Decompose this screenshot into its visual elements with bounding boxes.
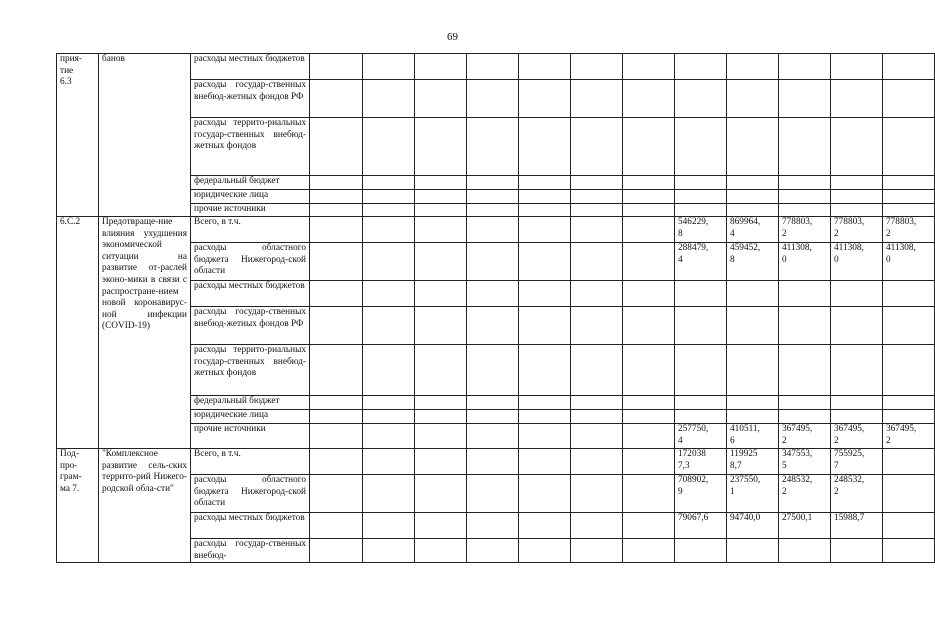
- value-cell: 237550, 1: [727, 475, 779, 513]
- page-number: 69: [447, 31, 458, 43]
- value-cell: 755925, 7: [831, 449, 883, 475]
- value-cell: [779, 281, 831, 307]
- value-cell: [727, 307, 779, 345]
- value-cell: [415, 424, 467, 449]
- funding-source-cell: расходы местных бюджетов: [191, 281, 310, 307]
- value-cell: [310, 217, 363, 243]
- item-code-cell: прия- тие 6.3: [57, 54, 99, 217]
- value-cell: [727, 176, 779, 190]
- value-cell: 708902, 9: [675, 475, 727, 513]
- value-cell: [310, 243, 363, 281]
- value-cell: [571, 345, 623, 396]
- value-cell: [467, 449, 519, 475]
- value-cell: [519, 307, 571, 345]
- value-cell: [623, 424, 675, 449]
- value-cell: [310, 118, 363, 176]
- value-cell: [415, 281, 467, 307]
- value-cell: [571, 410, 623, 424]
- funding-source-cell: юридические лица: [191, 410, 310, 424]
- value-cell: [415, 307, 467, 345]
- value-cell: [727, 539, 779, 563]
- value-cell: [883, 176, 935, 190]
- value-cell: [571, 396, 623, 410]
- value-cell: [779, 539, 831, 563]
- funding-source-cell: Всего, в т.ч.: [191, 449, 310, 475]
- value-cell: [363, 345, 415, 396]
- budget-table: [56, 53, 935, 563]
- value-cell: [310, 80, 363, 118]
- value-cell: [779, 118, 831, 176]
- value-cell: [727, 204, 779, 217]
- value-cell: 79067,6: [675, 513, 727, 539]
- value-cell: [415, 243, 467, 281]
- value-cell: 367495, 2: [831, 424, 883, 449]
- value-cell: [831, 396, 883, 410]
- value-cell: [363, 475, 415, 513]
- value-cell: [831, 539, 883, 563]
- item-name-cell: Предотвраще-ние влияния ухудшения экономической ситуации на развитие от-раслей эконо-мики в связи с распростране-нием новой коронавирус-ной инфекции (COVID-19): [99, 217, 191, 449]
- value-cell: [467, 80, 519, 118]
- value-cell: [467, 190, 519, 204]
- funding-source-cell: Всего, в т.ч.: [191, 217, 310, 243]
- value-cell: [467, 345, 519, 396]
- value-cell: [519, 539, 571, 563]
- value-cell: 248532, 2: [831, 475, 883, 513]
- value-cell: [467, 54, 519, 80]
- value-cell: [363, 176, 415, 190]
- value-cell: [571, 281, 623, 307]
- value-cell: [571, 176, 623, 190]
- value-cell: [779, 54, 831, 80]
- value-cell: [779, 345, 831, 396]
- value-cell: [571, 513, 623, 539]
- value-cell: [415, 54, 467, 80]
- value-cell: [519, 190, 571, 204]
- value-cell: [467, 281, 519, 307]
- value-cell: [363, 281, 415, 307]
- value-cell: [571, 307, 623, 345]
- value-cell: [883, 54, 935, 80]
- funding-source-cell: расходы террито-риальных государ-ственных внебюд-жетных фондов: [191, 345, 310, 396]
- value-cell: [883, 513, 935, 539]
- value-cell: [310, 475, 363, 513]
- value-cell: [675, 118, 727, 176]
- value-cell: [415, 410, 467, 424]
- funding-source-cell: расходы государ-ственных внебюд-: [191, 539, 310, 563]
- value-cell: [310, 307, 363, 345]
- value-cell: 367495, 2: [883, 424, 935, 449]
- value-cell: [415, 449, 467, 475]
- value-cell: [310, 396, 363, 410]
- value-cell: [883, 118, 935, 176]
- value-cell: 411308, 0: [779, 243, 831, 281]
- value-cell: [883, 307, 935, 345]
- value-cell: [467, 539, 519, 563]
- value-cell: [779, 80, 831, 118]
- value-cell: [467, 475, 519, 513]
- value-cell: [571, 475, 623, 513]
- value-cell: 257750, 4: [675, 424, 727, 449]
- value-cell: [363, 54, 415, 80]
- value-cell: [310, 345, 363, 396]
- value-cell: [467, 217, 519, 243]
- value-cell: [883, 204, 935, 217]
- value-cell: [310, 513, 363, 539]
- value-cell: 411308, 0: [831, 243, 883, 281]
- value-cell: 248532, 2: [779, 475, 831, 513]
- funding-source-cell: расходы областного бюджета Нижегород-ской области: [191, 243, 310, 281]
- value-cell: [310, 54, 363, 80]
- item-name-cell: банов: [99, 54, 191, 217]
- value-cell: 15988,7: [831, 513, 883, 539]
- value-cell: [831, 345, 883, 396]
- value-cell: [623, 475, 675, 513]
- value-cell: 459452, 8: [727, 243, 779, 281]
- value-cell: [571, 204, 623, 217]
- value-cell: [363, 190, 415, 204]
- value-cell: [519, 176, 571, 190]
- value-cell: [467, 396, 519, 410]
- value-cell: [467, 204, 519, 217]
- value-cell: [363, 539, 415, 563]
- value-cell: [883, 281, 935, 307]
- funding-source-cell: расходы местных бюджетов: [191, 54, 310, 80]
- value-cell: [519, 204, 571, 217]
- value-cell: [363, 424, 415, 449]
- value-cell: [623, 190, 675, 204]
- value-cell: 411308, 0: [883, 243, 935, 281]
- value-cell: [779, 190, 831, 204]
- value-cell: [363, 217, 415, 243]
- value-cell: [675, 204, 727, 217]
- value-cell: [727, 190, 779, 204]
- value-cell: [310, 449, 363, 475]
- value-cell: [623, 217, 675, 243]
- value-cell: [467, 410, 519, 424]
- value-cell: [415, 396, 467, 410]
- value-cell: [363, 243, 415, 281]
- value-cell: 410511, 6: [727, 424, 779, 449]
- value-cell: [831, 190, 883, 204]
- value-cell: [675, 410, 727, 424]
- value-cell: [623, 281, 675, 307]
- value-cell: [415, 513, 467, 539]
- value-cell: [623, 410, 675, 424]
- value-cell: [467, 424, 519, 449]
- value-cell: [883, 396, 935, 410]
- value-cell: [571, 217, 623, 243]
- value-cell: [623, 345, 675, 396]
- value-cell: [571, 80, 623, 118]
- value-cell: 778803, 2: [831, 217, 883, 243]
- funding-source-cell: федеральный бюджет: [191, 176, 310, 190]
- value-cell: [571, 449, 623, 475]
- value-cell: [727, 410, 779, 424]
- value-cell: [675, 281, 727, 307]
- value-cell: 778803, 2: [779, 217, 831, 243]
- value-cell: [831, 281, 883, 307]
- value-cell: 546229, 8: [675, 217, 727, 243]
- value-cell: [415, 217, 467, 243]
- value-cell: [467, 513, 519, 539]
- value-cell: [883, 539, 935, 563]
- value-cell: [883, 80, 935, 118]
- value-cell: [831, 176, 883, 190]
- value-cell: [310, 410, 363, 424]
- value-cell: [675, 176, 727, 190]
- value-cell: [467, 176, 519, 190]
- value-cell: [363, 204, 415, 217]
- value-cell: [415, 176, 467, 190]
- value-cell: [363, 118, 415, 176]
- value-cell: [519, 345, 571, 396]
- value-cell: [571, 424, 623, 449]
- value-cell: [310, 190, 363, 204]
- funding-source-cell: прочие источники: [191, 424, 310, 449]
- item-code-cell: 6.С.2: [57, 217, 99, 449]
- value-cell: [519, 449, 571, 475]
- table-row: [57, 449, 935, 475]
- funding-source-cell: расходы государ-ственных внебюд-жетных фондов РФ: [191, 307, 310, 345]
- value-cell: [727, 345, 779, 396]
- value-cell: [519, 118, 571, 176]
- funding-source-cell: федеральный бюджет: [191, 396, 310, 410]
- value-cell: [415, 80, 467, 118]
- value-cell: [310, 539, 363, 563]
- value-cell: [519, 80, 571, 118]
- value-cell: [623, 176, 675, 190]
- value-cell: [623, 307, 675, 345]
- value-cell: [363, 410, 415, 424]
- value-cell: [883, 475, 935, 513]
- value-cell: [310, 176, 363, 190]
- value-cell: [363, 396, 415, 410]
- value-cell: [883, 410, 935, 424]
- value-cell: [727, 281, 779, 307]
- value-cell: [519, 475, 571, 513]
- value-cell: [623, 396, 675, 410]
- value-cell: [415, 118, 467, 176]
- value-cell: [467, 243, 519, 281]
- value-cell: [519, 396, 571, 410]
- value-cell: [310, 424, 363, 449]
- value-cell: [623, 513, 675, 539]
- value-cell: [571, 54, 623, 80]
- value-cell: 288479, 4: [675, 243, 727, 281]
- value-cell: 119925 8,7: [727, 449, 779, 475]
- funding-source-cell: прочие источники: [191, 204, 310, 217]
- value-cell: [415, 204, 467, 217]
- value-cell: [831, 118, 883, 176]
- value-cell: [675, 539, 727, 563]
- value-cell: [675, 396, 727, 410]
- value-cell: [675, 54, 727, 80]
- value-cell: [727, 80, 779, 118]
- value-cell: [779, 204, 831, 217]
- value-cell: [415, 345, 467, 396]
- value-cell: 27500,1: [779, 513, 831, 539]
- value-cell: [519, 243, 571, 281]
- value-cell: [675, 345, 727, 396]
- value-cell: [623, 539, 675, 563]
- value-cell: 778803, 2: [883, 217, 935, 243]
- value-cell: [675, 190, 727, 204]
- value-cell: [675, 80, 727, 118]
- value-cell: [831, 410, 883, 424]
- value-cell: [623, 118, 675, 176]
- value-cell: [623, 204, 675, 217]
- value-cell: [310, 281, 363, 307]
- funding-source-cell: расходы местных бюджетов: [191, 513, 310, 539]
- value-cell: [883, 190, 935, 204]
- value-cell: [727, 118, 779, 176]
- value-cell: [727, 396, 779, 410]
- value-cell: [415, 190, 467, 204]
- value-cell: [883, 449, 935, 475]
- value-cell: [519, 54, 571, 80]
- value-cell: [623, 449, 675, 475]
- value-cell: [675, 307, 727, 345]
- value-cell: [467, 307, 519, 345]
- value-cell: [779, 176, 831, 190]
- value-cell: [623, 243, 675, 281]
- funding-source-cell: расходы государ-ственных внебюд-жетных фондов РФ: [191, 80, 310, 118]
- value-cell: 172038 7,3: [675, 449, 727, 475]
- value-cell: [467, 118, 519, 176]
- funding-source-cell: расходы террито-риальных государ-ственных внебюд-жетных фондов: [191, 118, 310, 176]
- value-cell: [727, 54, 779, 80]
- value-cell: [363, 513, 415, 539]
- value-cell: [571, 190, 623, 204]
- value-cell: [519, 424, 571, 449]
- table-row: [57, 217, 935, 243]
- value-cell: 367495, 2: [779, 424, 831, 449]
- value-cell: [571, 118, 623, 176]
- funding-source-cell: юридические лица: [191, 190, 310, 204]
- item-code-cell: Под- про- грам- ма 7.: [57, 449, 99, 563]
- value-cell: 94740,0: [727, 513, 779, 539]
- value-cell: [571, 539, 623, 563]
- value-cell: [519, 410, 571, 424]
- value-cell: [519, 513, 571, 539]
- value-cell: [415, 539, 467, 563]
- funding-source-cell: расходы областного бюджета Нижегород-ской области: [191, 475, 310, 513]
- value-cell: [363, 80, 415, 118]
- value-cell: [779, 396, 831, 410]
- value-cell: [571, 243, 623, 281]
- value-cell: [831, 307, 883, 345]
- table-row: [57, 54, 935, 80]
- value-cell: [363, 307, 415, 345]
- value-cell: [779, 307, 831, 345]
- value-cell: [415, 475, 467, 513]
- value-cell: [519, 217, 571, 243]
- item-name-cell: "Комплексное развитие сель-ских террито-рий Нижего-родской обла-сти": [99, 449, 191, 563]
- value-cell: [883, 345, 935, 396]
- value-cell: [623, 80, 675, 118]
- value-cell: [310, 204, 363, 217]
- value-cell: [363, 449, 415, 475]
- value-cell: 347553, 5: [779, 449, 831, 475]
- value-cell: [779, 410, 831, 424]
- value-cell: [623, 54, 675, 80]
- value-cell: [519, 281, 571, 307]
- value-cell: [831, 204, 883, 217]
- value-cell: [831, 54, 883, 80]
- value-cell: [831, 80, 883, 118]
- value-cell: 869964, 4: [727, 217, 779, 243]
